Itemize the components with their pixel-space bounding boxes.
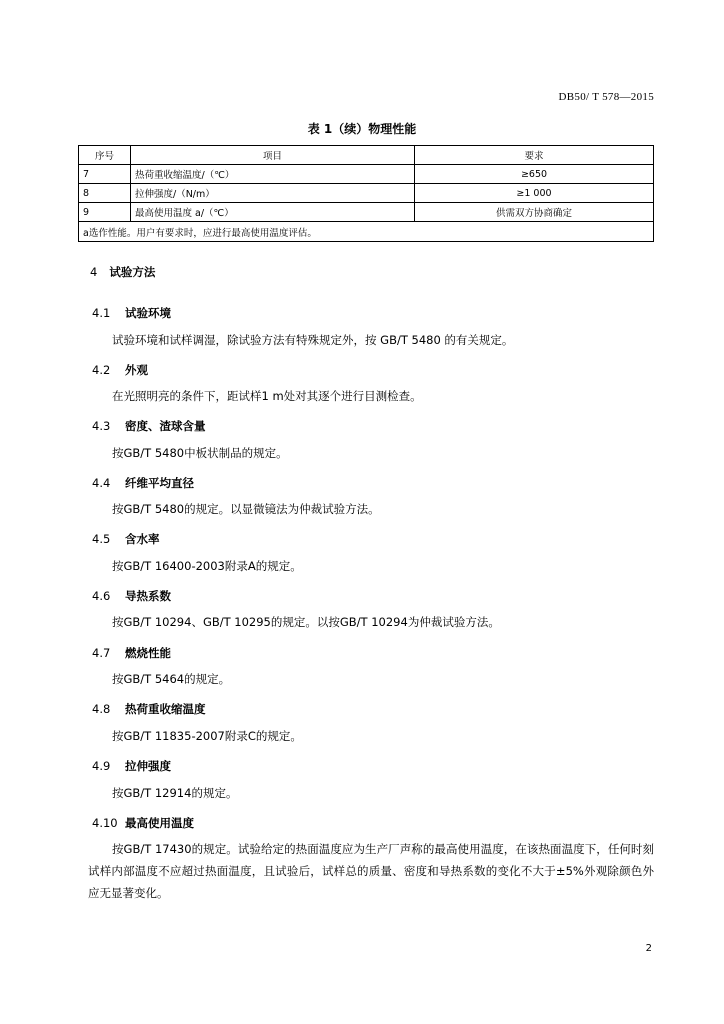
subsection-text: 按GB/T 16400-2003附录A的规定。 — [112, 559, 302, 573]
subsection-number: 4.9 — [92, 759, 111, 773]
subsection-title: 试验环境 — [125, 306, 171, 320]
subsection-title: 含水率 — [125, 532, 160, 546]
subsection-heading — [92, 815, 194, 831]
section-title: 试验方法 — [109, 265, 156, 279]
table-header-row — [79, 146, 654, 165]
table-row — [79, 184, 654, 203]
subsection-number: 4.7 — [92, 646, 111, 660]
row-no: 7 — [79, 165, 131, 184]
subsection-text: 按GB/T 11835-2007附录C的规定。 — [112, 729, 302, 743]
subsection-number: 4.8 — [92, 702, 111, 716]
subsection-heading — [92, 305, 171, 321]
section-number: 4 — [90, 265, 98, 279]
row-item: 最高使用温度 a/（℃） — [131, 203, 415, 222]
subsection-title: 热荷重收缩温度 — [125, 702, 206, 716]
column-header-item: 项目 — [131, 146, 415, 165]
subsection-heading — [92, 475, 194, 491]
column-header-requirement: 要求 — [415, 146, 654, 165]
subsection-heading — [92, 701, 206, 717]
subsection-title: 纤维平均直径 — [125, 476, 194, 490]
subsection-title: 外观 — [125, 363, 148, 377]
row-requirement: ≥1 000 — [415, 184, 654, 203]
table-note-row — [79, 222, 654, 242]
subsection-text: 按GB/T 12914的规定。 — [112, 786, 238, 800]
subsection-title: 最高使用温度 — [125, 816, 194, 830]
row-requirement: 供需双方协商确定 — [415, 203, 654, 222]
subsection-heading — [92, 418, 206, 434]
subsection-text: 按GB/T 10294、GB/T 10295的规定。以按GB/T 10294为仲裁试验方法。 — [112, 615, 500, 629]
properties-table — [78, 145, 654, 242]
subsection-heading — [92, 758, 171, 774]
subsection-text: 按GB/T 5480中板状制品的规定。 — [112, 446, 288, 460]
subsection-number: 4.3 — [92, 419, 111, 433]
table-row — [79, 165, 654, 184]
row-no: 8 — [79, 184, 131, 203]
subsection-text: 按GB/T 17430的规定。试验给定的热面温度应为生产厂声称的最高使用温度，在该热面温度下，任何时刻试样内部温度不应超过热面温度，且试验后，试样总的质量、密度和导热系数的变化不大于±5%外观除颜色外应无显著变化。 — [88, 842, 654, 900]
column-header-no: 序号 — [79, 146, 131, 165]
row-requirement: ≥650 — [415, 165, 654, 184]
document-id: DB50/ T 578—2015 — [558, 91, 654, 103]
row-item: 热荷重收缩温度/（℃） — [131, 165, 415, 184]
subsection-number: 4.1 — [92, 306, 111, 320]
subsection-number: 4.5 — [92, 532, 111, 546]
table-note: a选作性能。用户有要求时，应进行最高使用温度评估。 — [79, 222, 654, 242]
subsection-title: 密度、渣球含量 — [125, 419, 206, 433]
subsection-number: 4.4 — [92, 476, 111, 490]
subsection-text: 按GB/T 5464的规定。 — [112, 672, 231, 686]
subsection-number: 4.2 — [92, 363, 111, 377]
row-no: 9 — [79, 203, 131, 222]
subsection-title: 燃烧性能 — [125, 646, 171, 660]
subsection-heading — [92, 362, 148, 378]
subsection-heading — [92, 531, 160, 547]
subsection-text: 在光照明亮的条件下，距试样1 m处对其逐个进行目测检查。 — [112, 389, 422, 403]
table-title: 表 1（续）物理性能 — [307, 122, 417, 136]
subsection-title: 导热系数 — [125, 589, 171, 603]
table-row — [79, 203, 654, 222]
subsection-number: 4.6 — [92, 589, 111, 603]
row-item: 拉伸强度/（N/m） — [131, 184, 415, 203]
section-4-heading — [90, 264, 155, 280]
subsection-heading — [92, 588, 171, 604]
subsection-text: 按GB/T 5480的规定。以显微镜法为仲裁试验方法。 — [112, 502, 380, 516]
page-number: 2 — [645, 943, 652, 954]
subsection-heading — [92, 645, 171, 661]
subsection-number: 4.10 — [92, 816, 118, 830]
subsection-text: 试验环境和试样调湿，除试验方法有特殊规定外，按 GB/T 5480 的有关规定。 — [112, 333, 514, 347]
subsection-title: 拉伸强度 — [125, 759, 171, 773]
